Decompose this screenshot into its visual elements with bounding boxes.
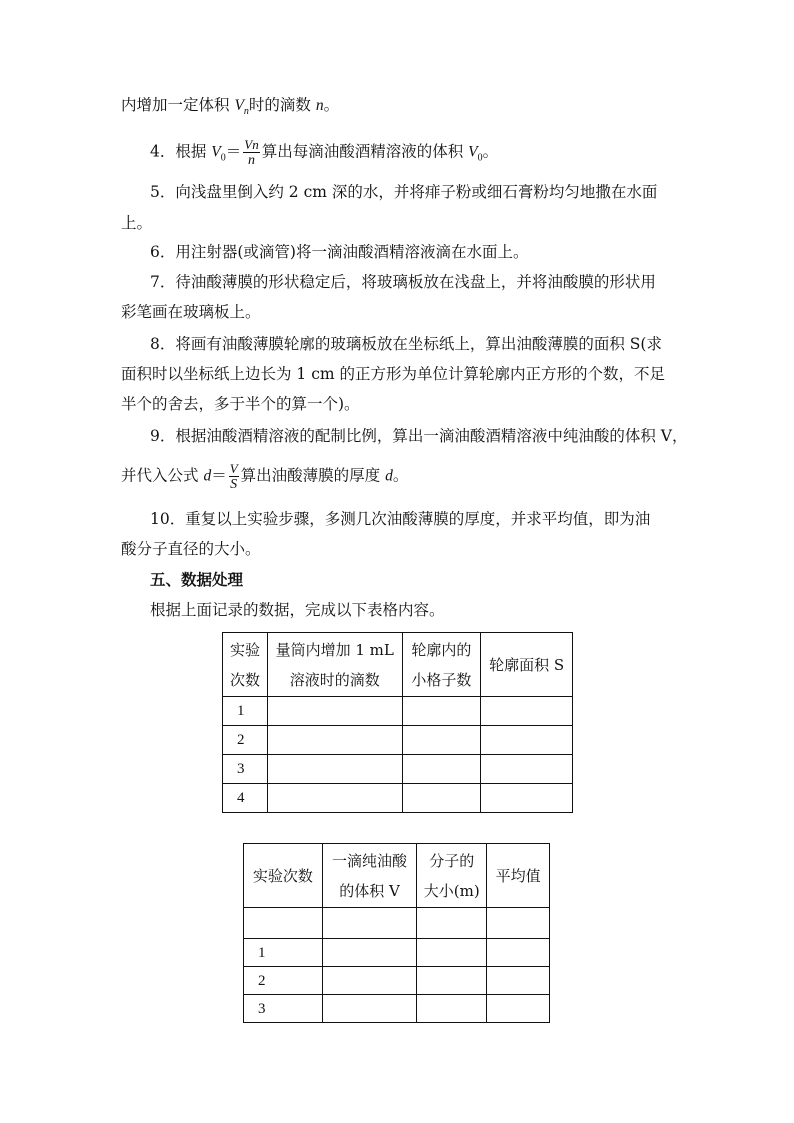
header-text: 量筒内增加 1 mL xyxy=(275,640,394,659)
table-cell xyxy=(481,784,573,813)
table-cell xyxy=(322,908,417,939)
sub-0: 0 xyxy=(477,152,483,164)
text: 并代入公式 xyxy=(121,466,204,485)
sub-0: 0 xyxy=(220,152,226,164)
var-n: n xyxy=(315,97,324,114)
table-row xyxy=(244,939,550,967)
var-v: V xyxy=(468,143,478,161)
table-cell xyxy=(402,726,481,755)
paragraph-step8-line3: 半个的舍去，多于半个的算一个)。 xyxy=(121,395,360,413)
text: 时的滴数 xyxy=(248,96,316,114)
paragraph-step9-line2 xyxy=(121,461,408,492)
numerator: Vn xyxy=(244,137,259,152)
fraction-vn-over-n xyxy=(243,137,259,168)
table-row xyxy=(223,755,573,784)
equals: ＝ xyxy=(225,142,242,161)
header-cell xyxy=(244,844,323,908)
data-table-1 xyxy=(222,632,573,813)
text: 4．根据 xyxy=(150,142,212,161)
paragraph-step10-line1: 10．重复以上实验步骤，多测几次油酸薄膜的厚度，并求平均值，即为油 xyxy=(150,510,651,528)
table-row xyxy=(223,697,573,726)
text: 。 xyxy=(482,142,499,161)
header-text: 溶液时的滴数 xyxy=(289,670,380,689)
table-cell xyxy=(402,697,481,726)
paragraph-step7-line2: 彩笔画在玻璃板上。 xyxy=(121,303,261,321)
table-cell xyxy=(487,995,550,1023)
table-cell xyxy=(481,755,573,784)
table-cell xyxy=(481,726,573,755)
data-table-2 xyxy=(243,843,550,1023)
paragraph-step8-line1: 8．将画有油酸薄膜轮廓的玻璃板放在坐标纸上，算出油酸薄膜的面积 S(求 xyxy=(150,335,662,353)
row-number: 2 xyxy=(223,726,268,755)
row-number: 3 xyxy=(244,995,323,1023)
sub-n: n xyxy=(243,106,249,118)
var-d: d xyxy=(385,467,393,485)
paragraph-intro: 根据上面记录的数据，完成以下表格内容。 xyxy=(150,601,445,619)
table-cell xyxy=(417,995,487,1023)
header-text: 轮廓内的 xyxy=(411,640,472,659)
paragraph-step9-line1: 9．根据油酸酒精溶液的配制比例，算出一滴油酸酒精溶液中纯油酸的体积 V， xyxy=(150,427,688,445)
paragraph-step6: 6．用注射器(或滴管)将一滴油酸酒精溶液滴在水面上。 xyxy=(150,243,529,261)
row-number: 1 xyxy=(244,939,323,967)
header-text: 次数 xyxy=(229,670,260,689)
denominator: S xyxy=(230,477,238,492)
header-cell xyxy=(487,844,550,908)
table-header-row xyxy=(223,633,573,697)
header-cell xyxy=(223,633,268,697)
text: 。 xyxy=(323,96,340,114)
table-cell xyxy=(267,697,402,726)
table-cell xyxy=(267,784,402,813)
table-cell xyxy=(487,939,550,967)
header-cell xyxy=(322,844,417,908)
row-number: 4 xyxy=(223,784,268,813)
section-heading: 五、数据处理 xyxy=(150,570,244,589)
text: 内增加一定体积 xyxy=(121,96,235,114)
var-v: V xyxy=(211,143,221,161)
table-cell xyxy=(402,755,481,784)
table-row xyxy=(223,726,573,755)
table-row xyxy=(244,967,550,995)
text: 算出油酸薄膜的厚度 xyxy=(240,466,386,485)
row-number: 1 xyxy=(223,697,268,726)
header-text: 小格子数 xyxy=(411,670,472,689)
text: 算出每滴油酸酒精溶液的体积 xyxy=(261,142,469,161)
table-cell xyxy=(481,697,573,726)
table-cell xyxy=(417,908,487,939)
header-text: 平均值 xyxy=(495,866,541,885)
header-text: 实验 xyxy=(229,640,260,659)
paragraph-step8-line2: 面积时以坐标纸上边长为 1 cm 的正方形为单位计算轮廓内正方形的个数，不足 xyxy=(121,365,666,383)
equals: ＝ xyxy=(211,466,227,485)
header-text: 的体积 V xyxy=(339,881,400,900)
paragraph-step5-line1: 5．向浅盘里倒入约 2 cm 深的水，并将痱子粉或细石膏粉均匀地撒在水面 xyxy=(150,183,658,201)
text: 。 xyxy=(392,466,409,485)
table-row xyxy=(244,908,550,939)
table-row xyxy=(244,995,550,1023)
row-number: 3 xyxy=(223,755,268,784)
numerator: V xyxy=(229,461,238,476)
paragraph-step7-line1: 7．待油酸薄膜的形状稳定后，将玻璃板放在浅盘上，并将油酸膜的形状用 xyxy=(150,273,656,291)
var-v: V xyxy=(234,97,244,114)
paragraph-step10-line2: 酸分子直径的大小。 xyxy=(121,540,261,558)
table-cell xyxy=(322,939,417,967)
table-cell xyxy=(267,755,402,784)
table-cell xyxy=(267,726,402,755)
header-text: 轮廓面积 S xyxy=(489,655,565,674)
var-d: d xyxy=(203,467,212,485)
paragraph-step3-continued xyxy=(121,95,339,122)
table-cell xyxy=(417,967,487,995)
header-cell xyxy=(267,633,402,697)
header-cell xyxy=(402,633,481,697)
table-row xyxy=(223,784,573,813)
header-text: 实验次数 xyxy=(252,866,313,885)
paragraph-step5-line2: 上。 xyxy=(121,214,153,232)
row-number xyxy=(244,908,323,939)
table-cell xyxy=(322,967,417,995)
table-cell xyxy=(487,908,550,939)
table-cell xyxy=(487,967,550,995)
header-text: 大小(m) xyxy=(423,881,480,900)
header-cell xyxy=(481,633,573,697)
header-text: 一滴纯油酸 xyxy=(332,851,408,870)
header-text: 分子的 xyxy=(429,851,475,870)
table-header-row xyxy=(244,844,550,908)
table-cell xyxy=(402,784,481,813)
denominator: n xyxy=(248,153,255,168)
paragraph-step4 xyxy=(150,137,498,169)
header-cell xyxy=(417,844,487,908)
table-cell xyxy=(322,995,417,1023)
fraction-v-over-s xyxy=(229,461,239,492)
row-number: 2 xyxy=(244,967,323,995)
table-cell xyxy=(417,939,487,967)
